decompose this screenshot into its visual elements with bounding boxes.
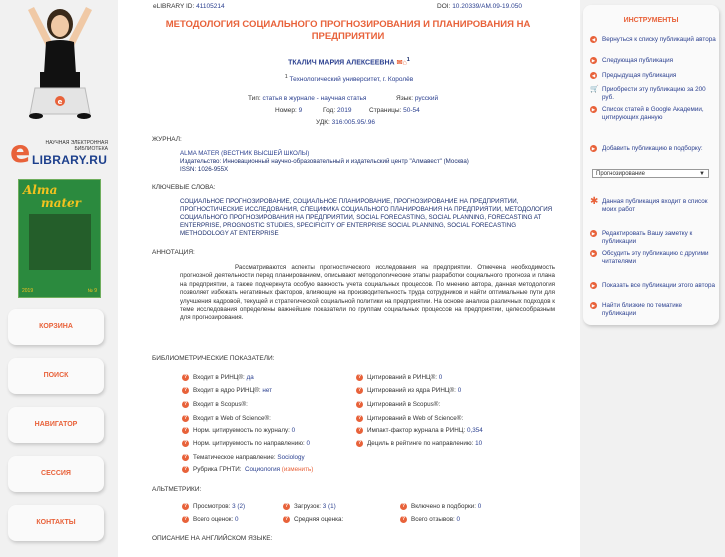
indicator-cites-wos: ? Цитирований в Web of Science®: [357, 415, 464, 423]
doi-link[interactable]: 10.20339/AM.09-19.050 [452, 3, 522, 10]
chevron-down-icon: ▼ [699, 171, 705, 177]
help-icon[interactable]: ? [183, 454, 188, 460]
journal-info [180, 150, 555, 174]
arrow-left-icon: ◀ [591, 37, 596, 42]
elibrary-logo-caption: НАУЧНАЯ ЭЛЕКТРОННАЯ БИБЛИОТЕКА [45, 140, 108, 152]
elibrary-logo[interactable] [10, 135, 110, 172]
help-icon[interactable]: ? [183, 401, 188, 407]
help-icon[interactable]: ? [183, 415, 188, 421]
altmetric-views: ? Просмотров: 3 (2) [183, 503, 246, 511]
journal-cover[interactable] [18, 179, 101, 298]
help-icon[interactable]: ? [357, 401, 362, 407]
arrow-right-icon: ▶ [591, 231, 596, 236]
cover-title-1: Alma [23, 183, 58, 197]
journal-header: ЖУРНАЛ: [152, 136, 182, 143]
help-icon[interactable]: ? [183, 387, 188, 393]
help-icon[interactable]: ? [357, 374, 362, 380]
altmetric-downloads: ? Загрузок: 3 (1) [284, 503, 336, 511]
altmetrics-header: АЛЬТМЕТРИКИ: [152, 486, 202, 493]
indicator-decile: ? Дециль в рейтинге по направлению: 10 [357, 440, 483, 448]
indicator-cites-rinc-core: ? Цитирований из ядра РИНЦ®: 0 [357, 387, 462, 395]
grnti-edit-link[interactable]: (изменить) [281, 466, 314, 474]
altmetric-reviews: ? Всего отзывов: 0 [401, 516, 461, 524]
help-icon[interactable]: ? [183, 440, 188, 446]
keywords-header: КЛЮЧЕВЫЕ СЛОВА: [152, 184, 216, 191]
home-icon[interactable]: ⌂ [402, 59, 407, 67]
journal-link[interactable]: ALMA MATER (ВЕСТНИК ВЫСШЕЙ ШКОЛЫ) [180, 150, 310, 157]
journal-publisher: Издательство: Инновационный научно-образовательный и издательский центр "Алмавест" (Москва) [180, 158, 469, 165]
elibrary-logo-letter: e [10, 135, 31, 170]
help-icon[interactable]: ? [284, 503, 289, 509]
altmetric-collections: ? Включено в подборки: 0 [401, 503, 482, 511]
right-sidebar [580, 0, 725, 557]
arrow-right-icon: ▶ [591, 251, 596, 256]
altmetric-ratings: ? Всего оценок: 0 [183, 516, 239, 524]
help-icon[interactable]: ? [183, 466, 188, 472]
cart-icon: 🛒 [590, 86, 599, 93]
affiliation: $^1$ Технологический университет, г. Королёв [284, 74, 414, 84]
cover-photo [29, 214, 91, 270]
number-row: Номер: 9 [275, 107, 303, 114]
nav-session-button[interactable]: СЕССИЯ [8, 456, 104, 492]
cover-issue: № 9 [87, 288, 97, 294]
arrow-right-icon: ▶ [591, 303, 596, 308]
indicator-grnti: ? Рубрика ГРНТИ: Социология (изменить) [183, 466, 314, 474]
mascot-illustration [10, 2, 110, 127]
annotation-text: Рассматриваются аспекты прогностического исследования на предприятии. Отмечена необходимость прогнозной деятельности перед планированием, описывают методологические этапы разработки социального прогноза и плана на предприятии, а также подчеркнута особую важность учета социальных процессов. По мнению автора, данная методология позволяет избежать негативных факторов, влияющие на производительность труда сотрудников и найти оптимальные пути для улучшения кадровой, текущей и стратегической социальной политики на предприятии. На основе анализа различных подходов к теме исследования определены важнейшие показатели по группам социальных процессов на предприятии, целесообразным для прогнозирования. [180, 264, 555, 322]
mail-icon[interactable]: ✉ [396, 59, 403, 67]
indicator-impact-factor: ? Импакт-фактор журнала в РИНЦ: 0,354 [357, 427, 483, 435]
english-description-header: ОПИСАНИЕ НА АНГЛИЙСКОМ ЯЗЫКЕ: [152, 535, 273, 542]
pages-row: Страницы: 50-54 [369, 107, 420, 114]
help-icon[interactable]: ? [357, 415, 362, 421]
help-icon[interactable]: ? [183, 374, 188, 380]
arrow-right-icon: ▶ [591, 107, 596, 112]
indicator-wos: ? Входит в Web of Science®: [183, 415, 271, 423]
asterisk-icon: ✱ [590, 196, 599, 207]
tools-panel: ИНСТРУМЕНТЫ ◀ Вернуться к списку публикаций автора ▶ Следующая публикация ◀ Предыдущая публикация 🛒 Приобрести эту публикацию за 200 руб. ▶ Список статей в Google Академии, цитирующих данную ▶ Добавить публикацию в подборку: Прогнозирование ▼ ✱ Данная публикация входит в список моих работ ▶ Редактировать Вашу заметку к публикации ▶ Обсудить эту публикацию с другими читателями ▶ Показать все публикации этого автора ▶ Найти близкие по тематике публикации [583, 5, 719, 325]
indicator-cites-scopus: ? Цитирований в Scopus®: [357, 401, 441, 409]
help-icon[interactable]: ? [401, 516, 406, 522]
doi: DOI: 10.20339/AM.09-19.050 [437, 3, 522, 10]
arrow-right-icon: ▶ [591, 146, 596, 151]
help-icon[interactable]: ? [357, 387, 362, 393]
altmetric-average: ? Средняя оценка: [284, 516, 344, 524]
indicator-rinc: ? Входит в РИНЦ®: да [183, 374, 254, 382]
journal-issn: ISSN: 1026-955X [180, 166, 229, 173]
help-icon[interactable]: ? [183, 516, 188, 522]
arrow-left-icon: ◀ [591, 73, 596, 78]
indicator-norm-journal: ? Норм. цитируемость по журналу: 0 [183, 427, 296, 435]
cover-title-2: mater [41, 196, 81, 210]
tools-title: ИНСТРУМЕНТЫ [623, 17, 679, 24]
nav-cart-button[interactable]: КОРЗИНА [8, 309, 104, 345]
nav-search-button[interactable]: ПОИСК [8, 358, 104, 394]
elibrary-id: eLIBRARY ID: 41105214 [153, 3, 225, 10]
publication-main [118, 0, 580, 557]
bibliometrics-header: БИБЛИОМЕТРИЧЕСКИЕ ПОКАЗАТЕЛИ: [152, 355, 275, 362]
nav-navigator-button[interactable]: НАВИГАТОР [8, 407, 104, 443]
help-icon[interactable]: ? [183, 427, 188, 433]
keywords-list[interactable]: СОЦИАЛЬНОЕ ПРОГНОЗИРОВАНИЕ, СОЦИАЛЬНОЕ ПЛАНИРОВАНИЕ, ПРОГНОЗИРОВАНИЕ НА ПРЕДПРИЯТИИ, ПРОГНОСТИЧЕСКИЕ ИССЛЕДОВАНИЯ, СПЕЦИФИКА СОЦИАЛЬНОГО ПЛАНИРОВАНИЯ НА ПРЕДПРИЯТИИ, МЕТОДОЛОГИЯ СОЦИАЛЬНОГО ПРОГНОЗИРОВАНИЯ НА ПРЕДПРИЯТИИ, SOCIAL FORECASTING, SOCIAL PLANNING, FORECASTING AT ENTERPRISE, PROGNOSTIC STUDIES, SPECIFICITY OF ENTERPRISE SOCIAL PLANNING, SOCIAL FORECASTING METHODOLOGY AT ENTERPRISE [180, 198, 553, 237]
nav-contacts-button[interactable]: КОНТАКТЫ [8, 505, 104, 541]
author-link[interactable]: ТКАЛИЧ МАРИЯ АЛЕКСЕЕВНА [288, 59, 395, 67]
annotation-header: АННОТАЦИЯ: [152, 249, 195, 256]
indicator-rinc-core: ? Входит в ядро РИНЦ®: нет [183, 387, 273, 395]
page-title: МЕТОДОЛОГИЯ СОЦИАЛЬНОГО ПРОГНОЗИРОВАНИЯ И ПЛАНИРОВАНИЯ НА ПРЕДПРИЯТИИ [165, 19, 531, 42]
indicator-scopus: ? Входит в Scopus®: [183, 401, 248, 409]
arrow-right-icon: ▶ [591, 283, 596, 288]
author: ТКАЛИЧ МАРИЯ АЛЕКСЕЕВНА ✉⌂$^1$ [288, 57, 410, 67]
year-row: Год: 2019 [323, 107, 352, 114]
udk-row: УДК: 316:005.95/.96 [316, 119, 376, 126]
language-row: Язык: русский [396, 95, 439, 102]
help-icon[interactable]: ? [357, 440, 362, 446]
indicator-norm-direction: ? Норм. цитируемость по направлению: 0 [183, 440, 310, 448]
help-icon[interactable]: ? [357, 427, 362, 433]
help-icon[interactable]: ? [401, 503, 406, 509]
left-sidebar [0, 0, 118, 557]
svg-text:e: e [57, 98, 63, 106]
collection-select[interactable]: Прогнозирование ▼ [592, 169, 709, 178]
help-icon[interactable]: ? [183, 503, 188, 509]
indicator-subject: ? Тематическое направление: Sociology [183, 454, 305, 462]
elibrary-logo-text: LIBRARY.RU [32, 153, 108, 167]
type-row: Тип: статья в журнале - научная статья [248, 95, 367, 102]
help-icon[interactable]: ? [284, 516, 289, 522]
arrow-right-icon: ▶ [591, 58, 596, 63]
cover-year: 2019 [22, 288, 34, 294]
indicator-cites-rinc: ? Цитирований в РИНЦ®: 0 [357, 374, 443, 382]
